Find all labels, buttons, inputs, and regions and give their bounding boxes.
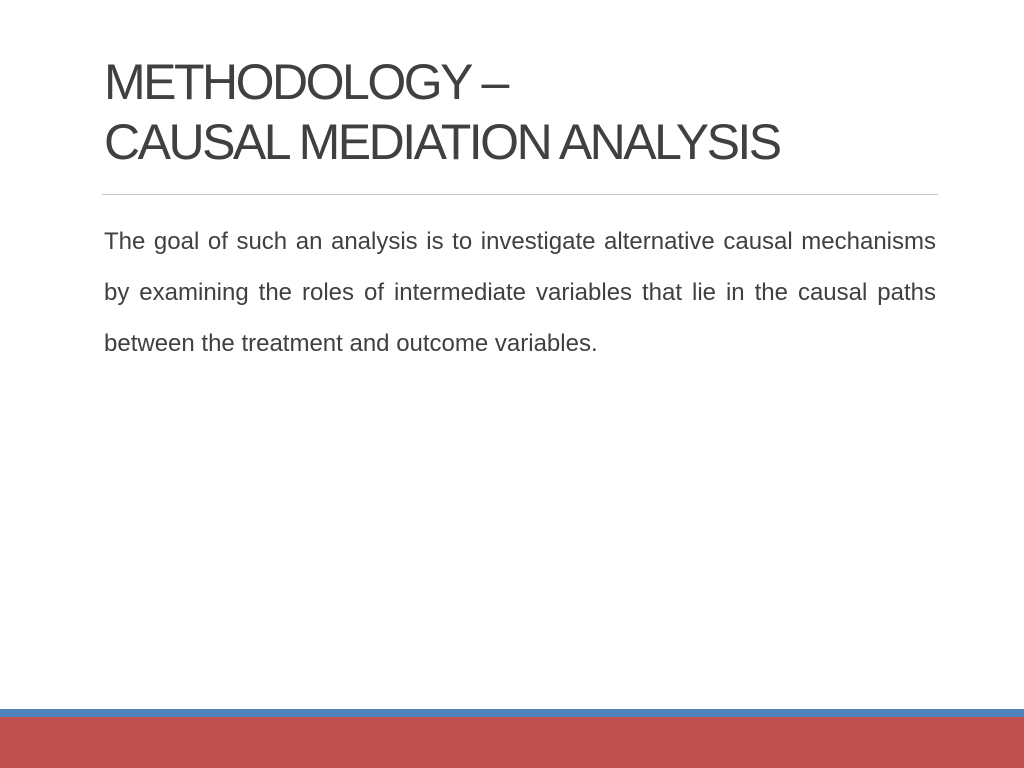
slide-title-line-2: CAUSAL MEDIATION ANALYSIS xyxy=(104,114,780,170)
slide-title xyxy=(104,52,944,172)
title-divider xyxy=(102,194,938,195)
footer-band-red xyxy=(0,717,1024,768)
slide-title-line-1: METHODOLOGY – xyxy=(104,54,507,110)
slide-body-text: The goal of such an analysis is to investigate alternative causal mechanisms by examining the roles of intermediate variables that lie in the causal paths between the treatment and outcome variables. xyxy=(104,228,936,357)
footer-stripe-blue xyxy=(0,709,1024,717)
